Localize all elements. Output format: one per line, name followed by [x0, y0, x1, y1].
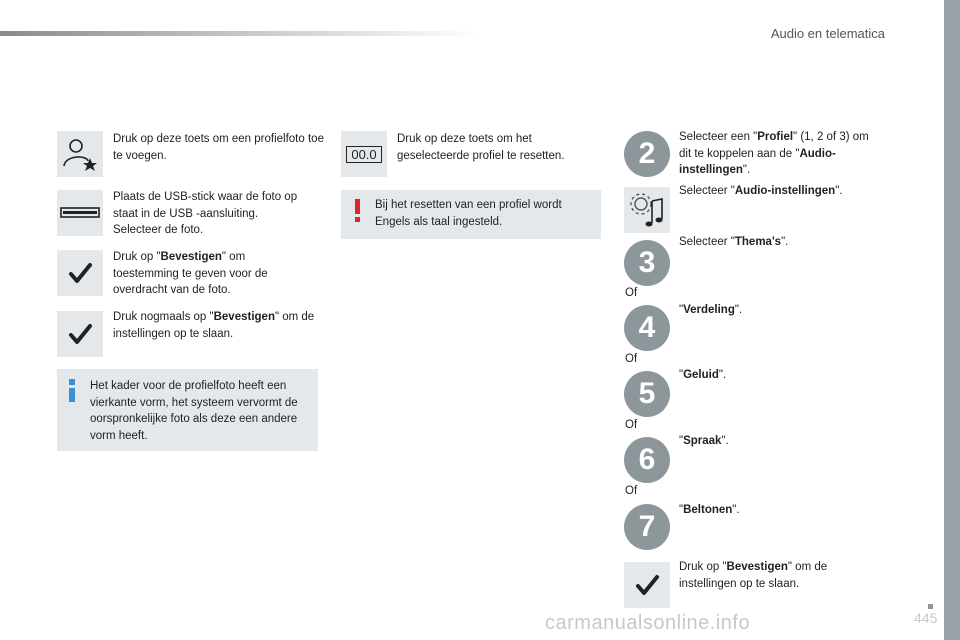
step-final-confirm-post: " om de instellingen op te slaan.	[679, 561, 828, 590]
step-number-3: 3	[624, 240, 670, 286]
info-note	[57, 369, 318, 451]
step3-text	[679, 234, 879, 251]
step-confirm1-text	[113, 249, 313, 299]
header-decoration-bar	[0, 31, 480, 36]
step-usb-line3: Selecteer de foto.	[113, 224, 204, 236]
step3-pre: Selecteer "	[679, 236, 735, 248]
step7-pre: "	[679, 504, 684, 516]
footer-dot	[928, 604, 933, 609]
page-number: 445	[914, 610, 938, 626]
step-confirm2-post: " om de instellingen op te slaan.	[113, 311, 315, 340]
step-usb-line1: Plaats de USB-stick waar de foto op	[113, 191, 298, 203]
checkmark-icon	[57, 311, 103, 357]
profile-photo-button[interactable]	[57, 131, 103, 177]
warning-icon	[355, 199, 360, 222]
step7-text	[679, 502, 879, 519]
step-final-confirm-text	[679, 559, 879, 592]
step5-bold: Geluid	[683, 369, 719, 381]
page-edge-bar	[944, 0, 960, 640]
audio-settings-button[interactable]	[624, 187, 670, 233]
step6-bold: Spraak	[683, 435, 722, 447]
step6-pre: "	[679, 435, 684, 447]
step-audio-text	[679, 183, 879, 200]
person-star-icon	[57, 131, 103, 177]
step6-post: ".	[721, 435, 729, 447]
confirm-button-3[interactable]	[624, 562, 670, 608]
step3-post: ".	[781, 236, 789, 248]
gear-music-note-icon	[624, 187, 670, 233]
step4-bold: Verdeling	[683, 304, 735, 316]
step-confirm2-bold: Bevestigen	[213, 311, 275, 323]
reset-profile-button[interactable]	[341, 131, 387, 177]
reset-button-label: 00.0	[346, 146, 382, 163]
step-number-2: 2	[624, 131, 670, 177]
step-confirm2-text	[113, 309, 323, 342]
step2-post: ".	[742, 164, 751, 176]
checkmark-icon	[624, 562, 670, 608]
step-confirm1-pre: Druk op "	[113, 251, 161, 263]
confirm-button-2[interactable]	[57, 311, 103, 357]
step4-pre: "	[679, 304, 684, 316]
step2-mid: " (1, 2 of 3) om dit te koppelen aan de "	[679, 131, 869, 160]
section-title: Audio en telematica	[770, 26, 885, 41]
step3-bold: Thema's	[734, 236, 782, 248]
info-icon	[69, 379, 75, 402]
step-audio-pre: Selecteer "	[679, 185, 735, 197]
step-usb-line2: staat in de USB -aansluiting.	[113, 207, 259, 220]
or-label: Of	[625, 419, 638, 431]
step-final-confirm-pre: Druk op "	[679, 561, 727, 573]
step-audio-post: ".	[835, 185, 843, 197]
confirm-button-1[interactable]	[57, 250, 103, 296]
step5-post: ".	[718, 369, 727, 381]
step-usb-text	[113, 189, 328, 239]
usb-port-box	[57, 190, 103, 236]
step-add-photo-text: Druk op deze toets om een profielfoto toe te voegen.	[113, 133, 324, 162]
step2-pre: Selecteer een "	[679, 131, 758, 143]
step2-bold1: Profiel	[757, 131, 794, 143]
step6-text	[679, 433, 879, 450]
step7-bold: Beltonen	[683, 504, 733, 516]
step-number-7: 7	[624, 504, 670, 550]
step-confirm2-pre: Druk nogmaals op "	[113, 311, 214, 323]
step7-post: ".	[732, 504, 740, 516]
or-label: Of	[625, 353, 638, 365]
step-number-6: 6	[624, 437, 670, 483]
warning-note-text: Bij het resetten van een profiel wordt Engels als taal ingesteld.	[375, 199, 562, 228]
step-confirm1-bold: Bevestigen	[160, 251, 222, 263]
step-final-confirm-bold: Bevestigen	[726, 561, 788, 573]
or-label: Of	[625, 287, 638, 299]
step5-text	[679, 367, 879, 384]
info-note-text: Het kader voor de profielfoto heeft een vierkante vorm, het systeem vervormt de oorspronkelijke foto als deze een andere vorm heeft.	[90, 380, 298, 442]
step4-text	[679, 302, 879, 319]
step-audio-bold: Audio-instellingen	[734, 185, 836, 197]
step-reset-text: Druk op deze toets om het geselecteerde profiel te resetten.	[397, 133, 565, 162]
step-confirm1-post: " om toestemming te geven voor de overdracht van de foto.	[113, 251, 268, 296]
step2-text	[679, 129, 879, 179]
step-number-5: 5	[624, 371, 670, 417]
watermark: carmanualsonline.info	[545, 612, 751, 634]
step-number-4: 4	[624, 305, 670, 351]
step4-post: ".	[734, 304, 743, 316]
usb-slot-icon	[57, 190, 103, 236]
checkmark-icon	[57, 250, 103, 296]
warning-note	[341, 190, 601, 239]
step2-bold2: Audio-instellingen	[679, 147, 836, 176]
or-label: Of	[625, 485, 638, 497]
step5-pre: "	[679, 369, 684, 381]
